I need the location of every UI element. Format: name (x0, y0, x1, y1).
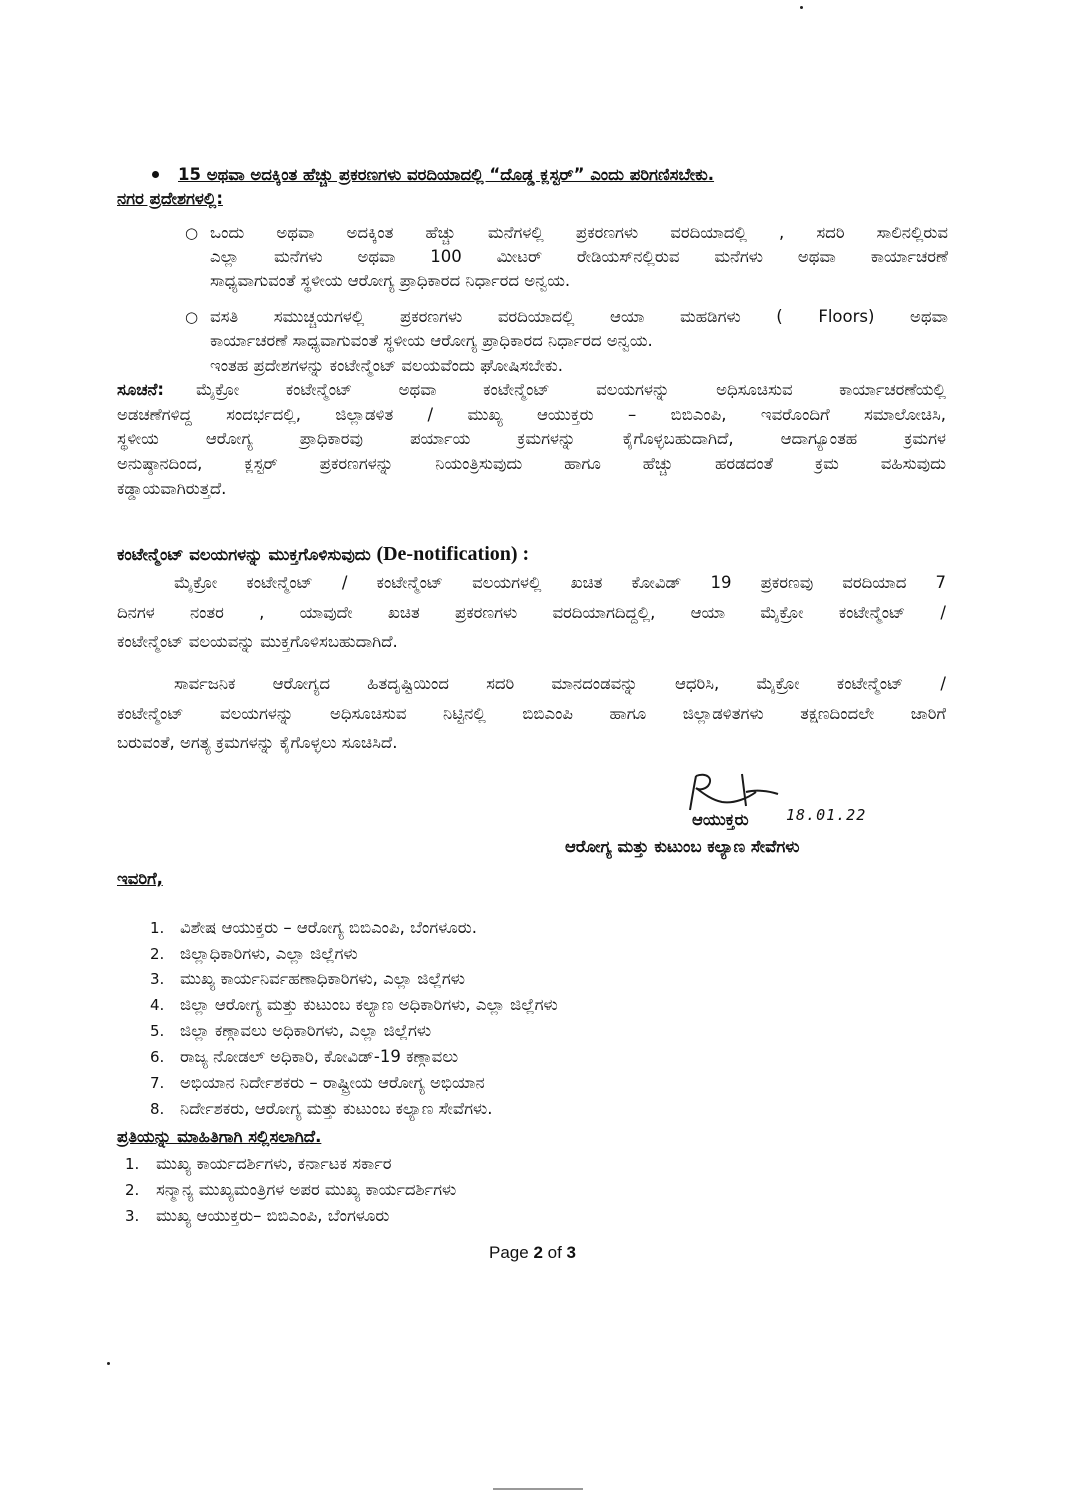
to-list-number: 4. (150, 996, 165, 1014)
denotification-heading-en: (De-notification) : (376, 543, 530, 565)
urban-item-1-line-3: ಸಾಧ್ಯವಾಗುವಂತೆ ಸ್ಥಳೀಯ ಆರೋಗ್ಯ ಪ್ರಾಧಿಕಾರದ ನಿರ್ಧಾರದ ಅನ್ವಯ. (210, 271, 571, 290)
to-list-item: ಜಿಲ್ಲಾ ಆರೋಗ್ಯ ಮತ್ತು ಕುಟುಂಬ ಕಲ್ಯಾಣ ಅಧಿಕಾರಿಗಳು, ಎಲ್ಲಾ ಜಿಲ್ಲೆಗಳು (180, 995, 558, 1014)
note-line-3: ಸ್ಥಳೀಯ ಆರೋಗ್ಯ ಪ್ರಾಧಿಕಾರವು ಪರ್ಯಾಯ ಕ್ರಮಗಳನ್ನು ಕೈಗೊಳ್ಳಬಹುದಾಗಿದೆ, ಆದಾಗ್ಯೂಂತಹ ಕ್ರಮಗಳ (117, 429, 946, 448)
note-label: ಸೂಚನೆ: (117, 380, 164, 399)
urban-item-1-line-2: ಎಲ್ಲಾ ಮನೆಗಳು ಅಥವಾ 100 ಮೀಟರ್ ರೇಡಿಯಸ್‌ನಲ್ಲಿರುವ ಮನೆಗಳು ಅಥವಾ ಕಾರ್ಯಾಚರಣೆ (210, 247, 948, 266)
paragraph-2-line-2: ಕಂಟೇನ್ಮೆಂಟ್ ವಲಯಗಳನ್ನು ಅಧಿಸೂಚಿಸುವ ನಿಟ್ಟಿನಲ್ಲಿ ಬಿಬಿಎಂಪಿ ಹಾಗೂ ಜಿಲ್ಲಾಡಳಿತಗಳು ತಕ್ಷಣದಿಂದಲೇ ಜಾರಿಗೆ (117, 704, 946, 723)
paragraph-2-line-1: ಸಾರ್ವಜನಿಕ ಆರೋಗ್ಯದ ಹಿತದೃಷ್ಟಿಯಿಂದ ಸದರಿ ಮಾನದಂಡವನ್ನು ಆಧರಿಸಿ, ಮೈಕ್ರೋ ಕಂಟೇನ್ಮೆಂಟ್ / (174, 674, 946, 693)
copy-list-item: ಮುಖ್ಯ ಆಯುಕ್ತರು– ಬಿಬಿಎಂಪಿ, ಬೆಂಗಳೂರು (156, 1206, 390, 1225)
paragraph-2-line-3: ಬರುವಂತೆ, ಅಗತ್ಯ ಕ್ರಮಗಳನ್ನು ಕೈಗೊಳ್ಳಲು ಸೂಚಿಸಿದೆ. (117, 733, 398, 752)
to-list-number: 7. (150, 1074, 165, 1092)
page-number (489, 1241, 576, 1265)
to-list-number: 1. (150, 919, 165, 937)
paragraph-1-line-1: ಮೈಕ್ರೋ ಕಂಟೇನ್ಮೆಂಟ್ / ಕಂಟೇನ್ಮೆಂಟ್ ವಲಯಗಳಲ್ಲಿ ಖಚಿತ ಕೋವಿಡ್ 19 ಪ್ರಕರಣವು ವರದಿಯಾದ 7 (174, 573, 946, 592)
denotification-heading (117, 543, 529, 566)
to-list-number: 5. (150, 1022, 165, 1040)
scan-speck (800, 6, 803, 9)
urban-areas-heading: ನಗರ ಪ್ರದೇಶಗಳಲ್ಲಿ: (117, 189, 223, 208)
paragraph-1-line-2: ದಿನಗಳ ನಂತರ , ಯಾವುದೇ ಖಚಿತ ಪ್ರಕರಣಗಳು ವರದಿಯಾಗದಿದ್ದಲ್ಲಿ, ಆಯಾ ಮೈಕ್ರೋ ಕಂಟೇನ್ಮೆಂಟ್ / (117, 603, 946, 622)
list-circle-marker: ○ (185, 224, 199, 242)
copy-list-number: 2. (125, 1181, 140, 1199)
large-cluster-heading: 15 ಅಥವಾ ಅದಕ್ಕಿಂತ ಹೆಚ್ಚು ಪ್ರಕರಣಗಳು ವರದಿಯಾದಲ್ಲಿ “ದೊಡ್ಡ ಕ್ಲಸ್ಟರ್” ಎಂದು ಪರಿಗಣಿಸಬೇಕು. (178, 165, 715, 184)
urban-item-2-line-1: ವಸತಿ ಸಮುಚ್ಚಯಗಳಲ್ಲಿ ಪ್ರಕರಣಗಳು ವರದಿಯಾದಲ್ಲಿ ಆಯಾ ಮಹಡಿಗಳು ( Floors) ಅಥವಾ (210, 307, 948, 326)
page-total: 3 (566, 1243, 576, 1262)
to-list-item: ರಾಜ್ಯ ನೋಡಲ್ ಅಧಿಕಾರಿ, ಕೋವಿಡ್-19 ಕಣ್ಗಾವಲು (180, 1047, 459, 1066)
to-list-item: ಅಭಿಯಾನ ನಿರ್ದೇಶಕರು – ರಾಷ್ಟ್ರೀಯ ಆರೋಗ್ಯ ಅಭಿಯಾನ (180, 1073, 485, 1092)
to-list-item: ವಿಶೇಷ ಆಯುಕ್ತರು – ಆರೋಗ್ಯ ಬಿಬಿಎಂಪಿ, ಬೆಂಗಳೂರು. (180, 918, 477, 937)
copy-list-number: 1. (125, 1155, 140, 1173)
note-line-4: ಅನುಷ್ಠಾನದಿಂದ, ಕ್ಲಸ್ಟರ್ ಪ್ರಕರಣಗಳನ್ನು ನಿಯಂತ್ರಿಸುವುದು ಹಾಗೂ ಹೆಚ್ಚು ಹರಡದಂತೆ ಕ್ರಮ ವಹಿಸುವುದು (117, 454, 946, 473)
urban-item-1-line-1: ಒಂದು ಅಥವಾ ಅದಕ್ಕಿಂತ ಹೆಚ್ಚು ಮನೆಗಳಲ್ಲಿ ಪ್ರಕರಣಗಳು ವರದಿಯಾದಲ್ಲಿ , ಸದರಿ ಸಾಲಿನಲ್ಲಿರುವ (210, 223, 948, 242)
copy-list-item: ಸನ್ಮಾನ್ಯ ಮುಖ್ಯಮಂತ್ರಿಗಳ ಅಪರ ಮುಖ್ಯ ಕಾರ್ಯದರ್ಶಿಗಳು (156, 1180, 457, 1199)
to-list-item: ಜಿಲ್ಲಾಧಿಕಾರಿಗಳು, ಎಲ್ಲಾ ಜಿಲ್ಲೆಗಳು (180, 944, 358, 963)
urban-item-2-line-2: ಕಾರ್ಯಾಚರಣೆ ಸಾಧ್ಯವಾಗುವಂತೆ ಸ್ಥಳೀಯ ಆರೋಗ್ಯ ಪ್ರಾಧಿಕಾರದ ನಿರ್ಧಾರದ ಅನ್ವಯ. (210, 331, 653, 350)
copy-list-item: ಮುಖ್ಯ ಕಾರ್ಯದರ್ಶಿಗಳು, ಕರ್ನಾಟಕ ಸರ್ಕಾರ (156, 1154, 392, 1173)
urban-note: ಇಂತಹ ಪ್ರದೇಶಗಳನ್ನು ಕಂಟೇನ್ಮೆಂಟ್ ವಲಯವೆಂದು ಘೋಷಿಸಬೇಕು. (210, 356, 563, 375)
note-line-1: ಮೈಕ್ರೋ ಕಂಟೇನ್ಮೆಂಟ್ ಅಥವಾ ಕಂಟೇನ್ಮೆಂಟ್ ವಲಯಗಳನ್ನು ಅಧಿಸೂಚಿಸುವ ಕಾರ್ಯಾಚರಣೆಯಲ್ಲಿ (196, 380, 946, 399)
page-current: 2 (533, 1243, 543, 1262)
signature-date: 18.01.22 (786, 806, 867, 824)
to-list-item: ಜಿಲ್ಲಾ ಕಣ್ಗಾವಲು ಅಧಿಕಾರಿಗಳು, ಎಲ್ಲಾ ಜಿಲ್ಲೆಗಳು (180, 1021, 432, 1040)
to-heading: ಇವರಿಗೆ, (117, 869, 163, 888)
to-list-item: ಮುಖ್ಯ ಕಾರ್ಯನಿರ್ವಹಣಾಧಿಕಾರಿಗಳು, ಎಲ್ಲಾ ಜಿಲ್ಲೆಗಳು (180, 969, 465, 988)
to-list-number: 2. (150, 945, 165, 963)
denotification-heading-kn: ಕಂಟೇನ್ಮೆಂಟ್ ವಲಯಗಳನ್ನು ಮುಕ್ತಗೊಳಿಸುವುದು (117, 545, 377, 564)
commissioner-title: ಆಯುಕ್ತರು (692, 810, 749, 829)
scan-speck (107, 1362, 110, 1365)
bullet-dot (152, 171, 159, 178)
paragraph-1-line-3: ಕಂಟೇನ್ಮೆಂಟ್ ವಲಯವನ್ನು ಮುಕ್ತಗೊಳಿಸಬಹುದಾಗಿದೆ. (117, 632, 398, 651)
page-of: of (542, 1243, 567, 1262)
department-name: ಆರೋಗ್ಯ ಮತ್ತು ಕುಟುಂಬ ಕಲ್ಯಾಣ ಸೇವೆಗಳು (565, 837, 800, 856)
copy-list-number: 3. (125, 1207, 140, 1225)
note-line-5: ಕಡ್ಡಾಯವಾಗಿರುತ್ತದೆ. (117, 479, 227, 498)
note-line-2: ಅಡಚಣೆಗಳಿದ್ದ ಸಂದರ್ಭದಲ್ಲಿ, ಜಿಲ್ಲಾಡಳಿತ / ಮುಖ್ಯ ಆಯುಕ್ತರು – ಬಿಬಿಎಂಪಿ, ಇವರೊಂದಿಗೆ ಸಮಾಲೋಚಿಸಿ, (117, 405, 946, 424)
scan-mark (493, 1488, 583, 1490)
list-circle-marker: ○ (185, 308, 199, 326)
to-list-number: 6. (150, 1048, 165, 1066)
page-prefix: Page (489, 1243, 534, 1262)
to-list-number: 8. (150, 1100, 165, 1118)
to-list-item: ನಿರ್ದೇಶಕರು, ಆರೋಗ್ಯ ಮತ್ತು ಕುಟುಂಬ ಕಲ್ಯಾಣ ಸೇವೆಗಳು. (180, 1099, 493, 1118)
copy-heading: ಪ್ರತಿಯನ್ನು ಮಾಹಿತಿಗಾಗಿ ಸಲ್ಲಿಸಲಾಗಿದೆ. (117, 1127, 322, 1146)
to-list-number: 3. (150, 970, 165, 988)
